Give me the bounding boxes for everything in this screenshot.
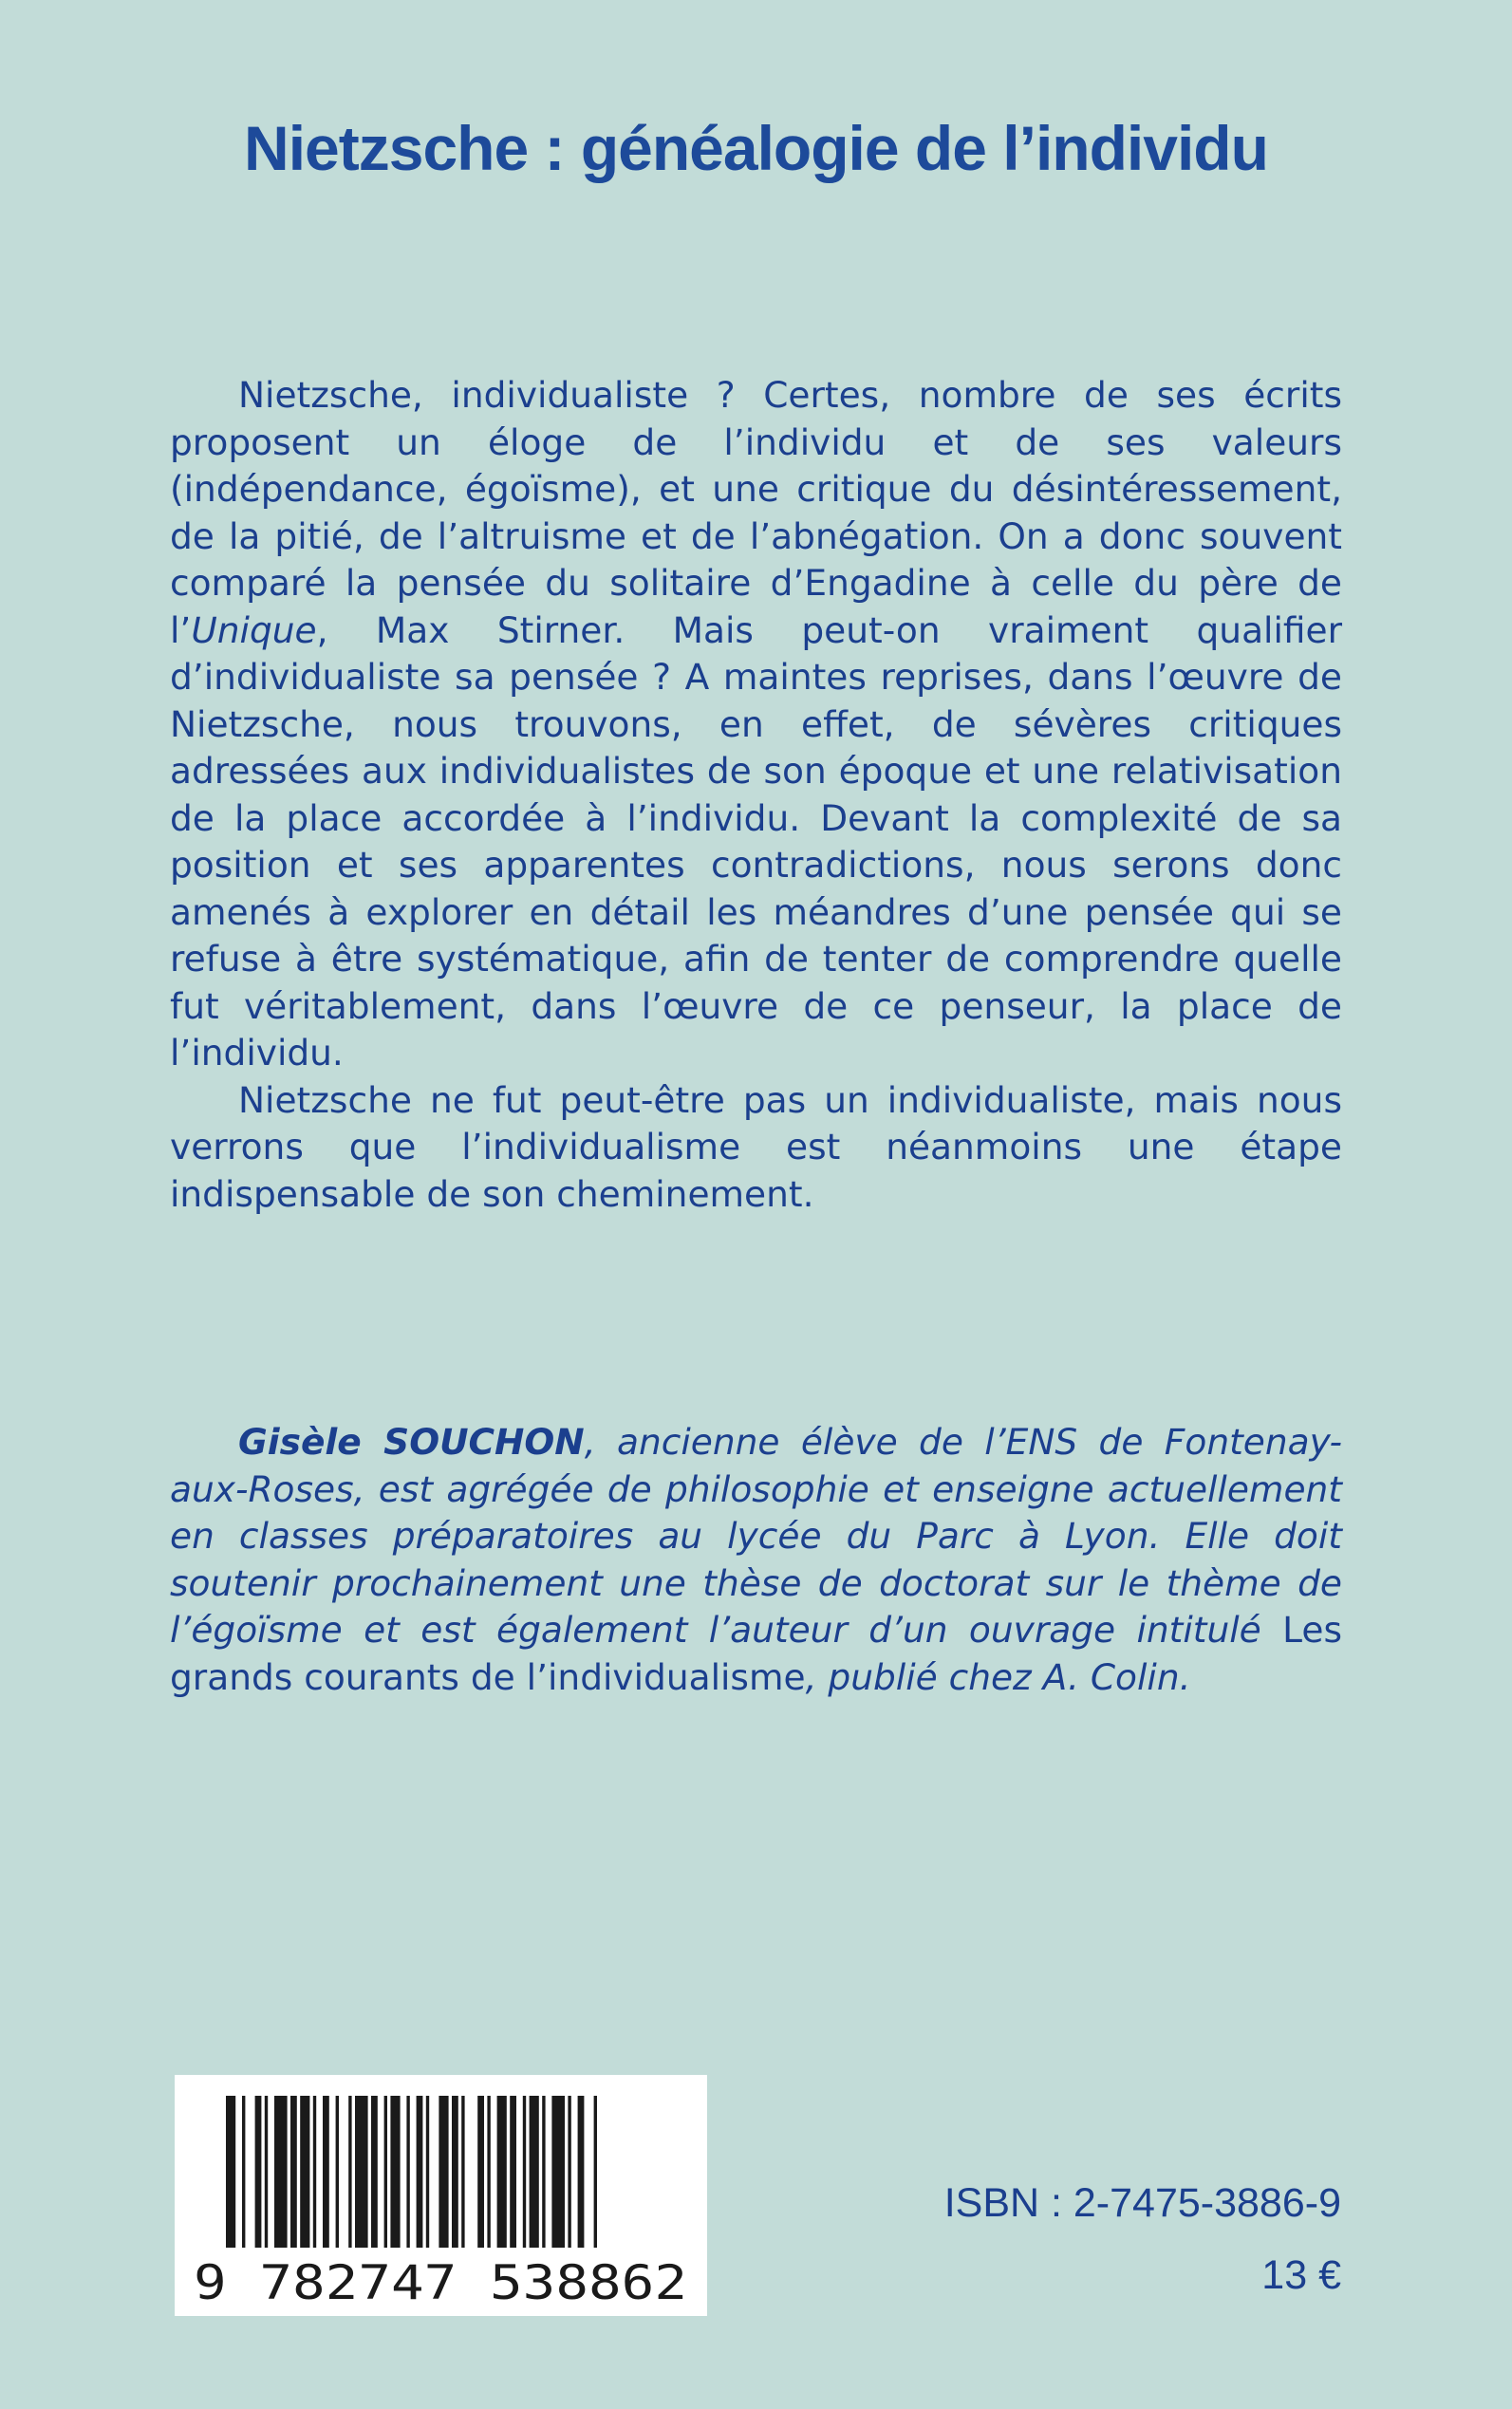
bio-text-b: , publié chez A. Colin. <box>805 1655 1191 1698</box>
unique-title: Unique <box>191 608 317 651</box>
barcode-bar <box>452 2096 458 2248</box>
barcode-bar <box>323 2096 329 2248</box>
barcode-digits: 9 782747 538862 <box>194 2255 687 2310</box>
summary-p1-part-b: , Max Stirner. Mais peut-on vraiment qualifier d’individualiste sa pensée ? A maintes reprises, dans l’œuvre de Nietzsche, nous trouvons, en effet, de sévères critiques adressées aux individualistes de son époque et une relativisation de la place accordée à l’individu. Devant la complexité de sa position et ses apparentes contradictions, nous serons donc amenés à explorer en détail les méandres d’une pensée qui se refuse à être systématique, afin de tenter de comprendre quelle fut véritablement, dans l’œuvre de ce penseur, la place de l’individu. <box>170 608 1342 1074</box>
barcode-bar <box>371 2096 378 2248</box>
barcode-bar <box>355 2096 368 2248</box>
other-book-title: Les grands courants de l’individualisme <box>170 1609 1343 1698</box>
barcode-bar <box>274 2096 288 2248</box>
summary-paragraph-2: Nietzsche ne fut peut-être pas un individualiste, mais nous verrons que l’individualisme est néanmoins une étape indispensable de son cheminement. <box>170 1078 1342 1215</box>
price: 13 € <box>1261 2252 1341 2298</box>
barcode-bar <box>523 2096 526 2248</box>
barcode-bar <box>336 2096 339 2248</box>
isbn: ISBN : 2-7475-3886-9 <box>943 2180 1341 2226</box>
barcode-bar <box>510 2096 516 2248</box>
barcode-bar <box>265 2096 268 2248</box>
barcode-bar <box>487 2096 490 2248</box>
summary-text <box>170 372 1342 1218</box>
barcode-image <box>175 2075 707 2316</box>
barcode-bar <box>497 2096 507 2248</box>
barcode-bar <box>406 2096 409 2248</box>
barcode-bar <box>417 2096 423 2248</box>
barcode-bar <box>477 2096 484 2248</box>
barcode-bar <box>313 2096 316 2248</box>
barcode-bar <box>242 2096 245 2248</box>
bio-text-a: , ancienne élève de l’ENS de Fontenay-aux-Roses, est agrégée de philosophie et enseigne actuellement en classes préparatoires au lycée du Parc à Lyon. Elle doit soutenir prochainement une thèse de doctorat sur le thème de l’égoïsme et est également l’auteur d’un ouvrage intitulé <box>170 1421 1342 1651</box>
barcode-bar <box>530 2096 539 2248</box>
barcode-bar <box>551 2096 565 2248</box>
summary-p1-part-a: Nietzsche, individualiste ? Certes, nombre de ses écrits proposent un éloge de l’individu et de ses valeurs (indépendance, égoïsme), et une critique du désintéressement, de la pitié, de l’altruisme et de l’abnégation. On a donc souvent comparé la pensée du solitaire d’Engadine à celle du père de l’ <box>170 374 1342 651</box>
barcode-bar <box>461 2096 464 2248</box>
barcode <box>175 2075 707 2316</box>
summary-paragraph-1 <box>170 372 1342 1077</box>
barcode-bar <box>390 2096 400 2248</box>
book-title: Nietzsche : généalogie de l’individu <box>244 113 1268 183</box>
author-bio <box>170 1419 1342 1701</box>
author-name: Gisèle SOUCHON <box>238 1421 585 1463</box>
barcode-bar <box>255 2096 262 2248</box>
barcode-bar <box>384 2096 387 2248</box>
barcode-bar <box>542 2096 545 2248</box>
barcode-bar <box>426 2096 429 2248</box>
barcode-bar <box>348 2096 351 2248</box>
bio-paragraph <box>170 1419 1342 1701</box>
barcode-bar <box>226 2096 235 2248</box>
barcode-bar <box>439 2096 448 2248</box>
barcode-bar <box>300 2096 309 2248</box>
barcode-bar <box>568 2096 570 2248</box>
barcode-bar <box>594 2096 597 2248</box>
barcode-bar <box>290 2096 297 2248</box>
barcode-bar <box>578 2096 585 2248</box>
